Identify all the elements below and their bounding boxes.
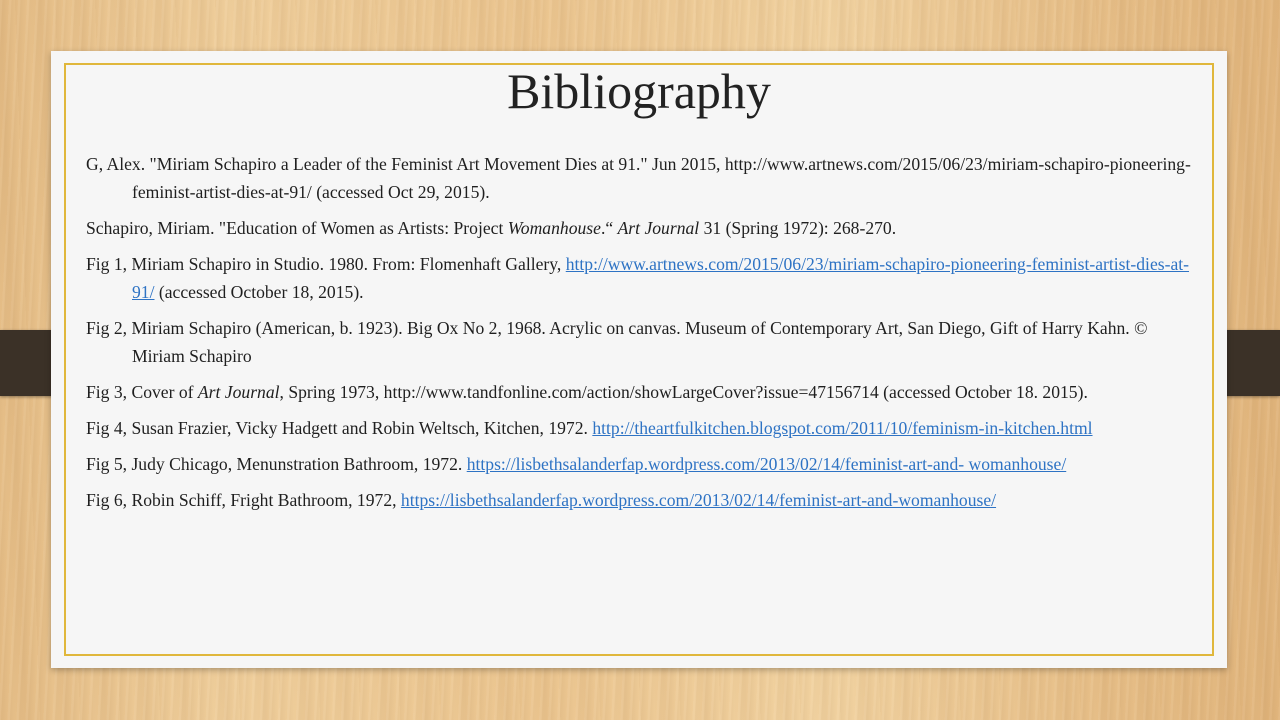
citation-fig-2 [86, 314, 1196, 370]
citation-fig-4 [86, 414, 1196, 442]
citation-text: Fig 6, Robin Schiff, Fright Bathroom, 1972, [86, 490, 401, 510]
citation-fig-1 [86, 250, 1196, 306]
citation-fig-6 [86, 486, 1196, 514]
citation-link[interactable]: https://lisbethsalanderfap.wordpress.com/2013/02/14/feminist-art-and-womanhouse/ [400, 490, 997, 510]
citation-fig-3 [86, 378, 1196, 406]
citation-2 [86, 214, 1196, 242]
citation-text: Schapiro, Miriam. "Education of Women as Artists: Project [86, 218, 508, 238]
citation-text: Fig 5, Judy Chicago, Menunstration Bathroom, 1972. [86, 454, 467, 474]
citation-text: G, Alex. "Miriam Schapiro a Leader of the Feminist Art Movement Dies at 91." Jun 2015, http://www.artnews.com/2015/06/23/miriam-schapiro-pioneering-feminist-artist-dies-at-91/ (accessed Oct 29, 2015). [86, 154, 1191, 202]
citation-text: Fig 4, Susan Frazier, Vicky Hadgett and Robin Weltsch, Kitchen, 1972. [86, 418, 593, 438]
citation-text: 31 (Spring 1972): 268-270. [699, 218, 897, 238]
citation-journal-title: Art Journal [617, 218, 700, 238]
citation-text: .“ [600, 218, 618, 238]
citation-journal-title: Art Journal [197, 382, 280, 402]
slide-paper [51, 51, 1227, 668]
citation-text: Fig 1, Miriam Schapiro in Studio. 1980. From: Flomenhaft Gallery, [86, 254, 566, 274]
citation-link[interactable]: http://www.artnews.com/2015/06/23/miriam-schapiro-pioneering-feminist-artist-dies-at-91/ [132, 254, 1190, 302]
citation-text: Fig 3, Cover of [86, 382, 198, 402]
citation-fig-5 [86, 450, 1196, 478]
slide-title: Bibliography [507, 63, 771, 119]
citation-text: Fig 2, Miriam Schapiro (American, b. 1923). Big Ox No 2, 1968. Acrylic on canvas. Museum of Contemporary Art, San Diego, Gift of Harry Kahn. © Miriam Schapiro [86, 318, 1148, 366]
citation-link[interactable]: https://lisbethsalanderfap.wordpress.com/2013/02/14/feminist-art-and- womanhouse/ [466, 454, 1067, 474]
citation-link[interactable]: http://theartfulkitchen.blogspot.com/2011/10/feminism-in-kitchen.html [592, 418, 1093, 438]
citation-1 [86, 150, 1196, 206]
citation-text: (accessed October 18, 2015). [154, 282, 364, 302]
citation-italic-title: Womanhouse [507, 218, 601, 238]
citation-text: , Spring 1973, http://www.tandfonline.com/action/showLargeCover?issue=47156714 (accessed October 18. 2015). [279, 382, 1088, 402]
bibliography-list [86, 150, 1196, 522]
